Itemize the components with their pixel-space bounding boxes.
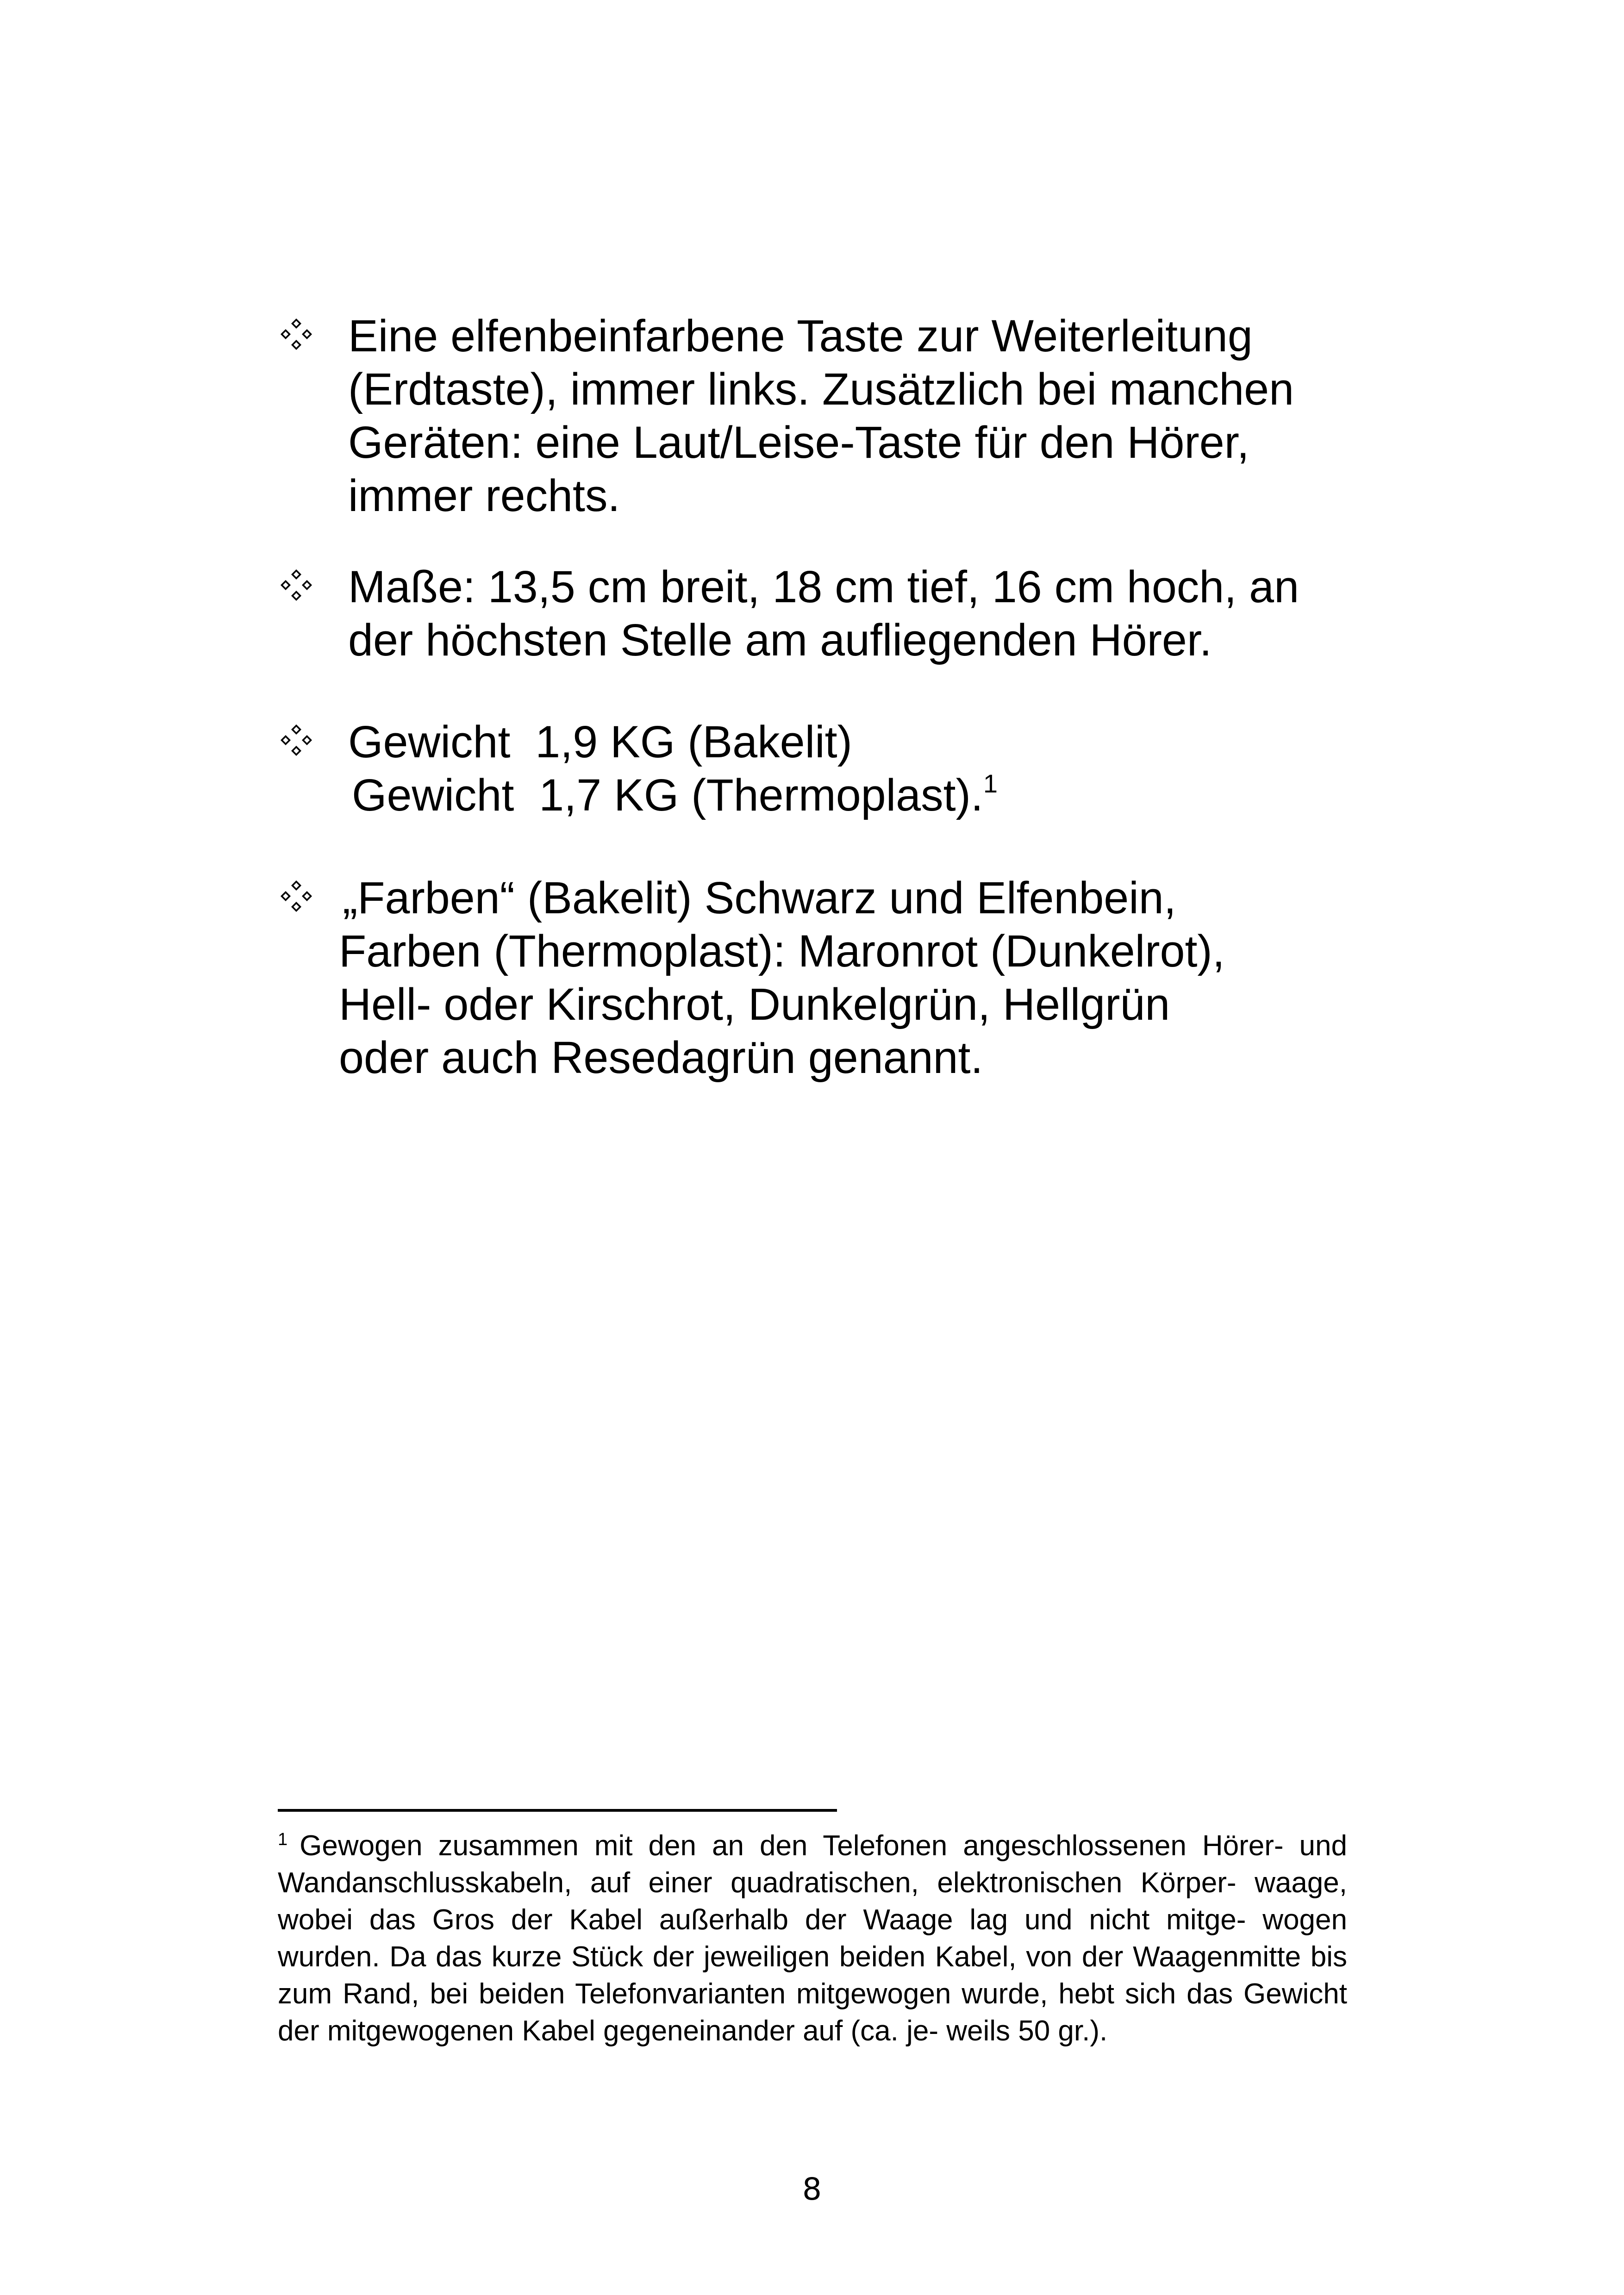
bullet-line: Maße: 13,5 cm breit, 18 cm tief, 16 cm hoch, an xyxy=(348,561,1299,612)
bullet-line: der höchsten Stelle am aufliegenden Hörer. xyxy=(348,615,1212,665)
bullet-line: oder auch Resedagrün genannt. xyxy=(339,1032,983,1083)
bullet-line: Gewicht 1,9 KG (Bakelit) xyxy=(348,717,852,767)
four-diamond-bullet-icon xyxy=(278,567,315,604)
footnote-reference[interactable]: 1 xyxy=(983,768,998,798)
footnote-separator xyxy=(278,1809,837,1812)
bullet-line: „Farben“ (Bakelit) Schwarz und Elfenbein, xyxy=(343,873,1176,923)
bullet-line: Eine elfenbeinfarbene Taste zur Weiterleitung xyxy=(348,311,1253,361)
four-diamond-bullet-icon xyxy=(278,722,315,759)
bullet-line: Farben (Thermoplast): Maronrot (Dunkelrot), xyxy=(339,926,1225,976)
footnote-text: Gewogen zusammen mit den an den Telefonen angeschlossenen Hörer- und Wandanschlusskabeln, auf einer quadratischen, elektronischen Körper- waage, wobei das Gros der Kabel außerhalb der Waage lag und nicht mitge- wogen wurden. Da das kurze Stück der jeweiligen beiden Kabel, von der Waagenmitte bis zum Rand, bei beiden Telefonvarianten mitgewogen wurde, hebt sich das Gewicht der mitgewogenen Kabel gegeneinander auf (ca. je- weils 50 gr.). xyxy=(278,1830,1347,2047)
bullet-line: immer rechts. xyxy=(348,470,620,521)
four-diamond-bullet-icon xyxy=(278,316,315,353)
bullet-line-with-footnote xyxy=(352,768,998,822)
page-number: 8 xyxy=(802,2171,822,2207)
footnote xyxy=(278,1827,1347,2050)
bullet-line: (Erdtaste), immer links. Zusätzlich bei manchen xyxy=(348,364,1294,414)
bullet-line: Hell- oder Kirschrot, Dunkelgrün, Hellgrün xyxy=(339,979,1170,1029)
bullet-line: Geräten: eine Laut/Leise-Taste für den Hörer, xyxy=(348,417,1249,468)
four-diamond-bullet-icon xyxy=(278,878,315,915)
footnote-marker: 1 xyxy=(278,1830,288,1850)
bullet-line: Gewicht 1,7 KG (Thermoplast). xyxy=(352,770,983,820)
